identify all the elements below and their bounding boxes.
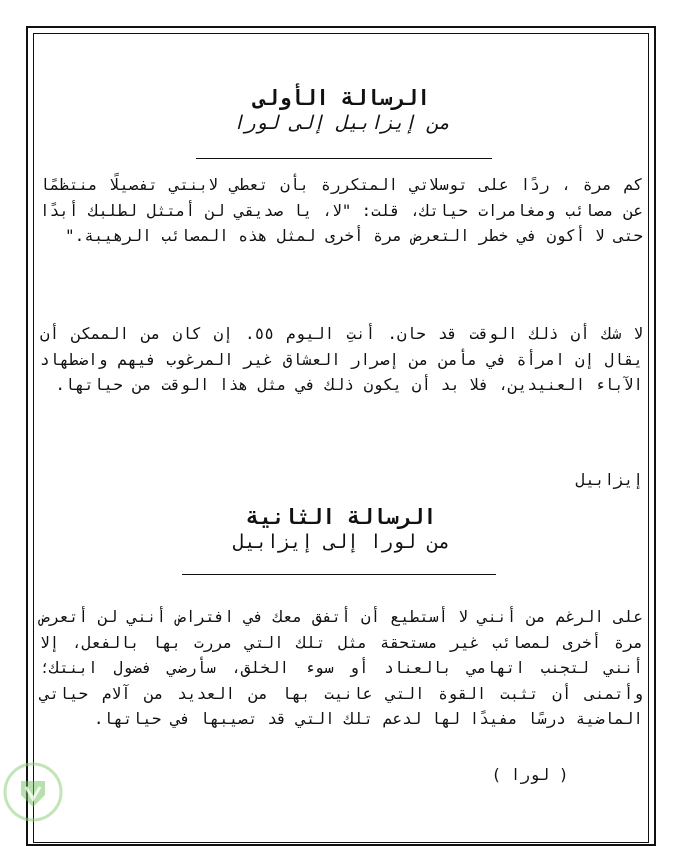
- letter-1-signature: إيزابيل: [575, 470, 643, 489]
- letter-1-signature-row: [40, 467, 643, 492]
- letter-2-body: [40, 604, 643, 732]
- letter-1-title: الرسالة الأولى: [252, 86, 430, 110]
- letter-2-signature-row: [420, 762, 640, 787]
- watermark-logo-icon: [2, 761, 64, 823]
- letter-1-body-2: [40, 321, 643, 398]
- letter-1-divider: [196, 158, 492, 159]
- letter-2-signature: ( لورا ): [491, 765, 569, 784]
- letter-1-body: [40, 172, 643, 249]
- letter-2-divider: [182, 574, 496, 575]
- letter-2-paragraph: على الرغم من أنني لا أستطيع أن أتفق معك في افتراض أنني لن أتعرض مرة أخرى لمصائب غير مستحقة مثل تلك التي مررت بها بالفعل، إلا أنني لتجنب اتهامي بالعناد أو سوء الخلق، سأرضي فضول ابنتك؛ وأتمنى أن تثبت القوة التي عانيت بها من العديد من آلام حياتي الماضية درسًا مفيدًا لها لدعم تلك التي قد تصيبها في حياتها.: [40, 607, 643, 728]
- letter-1-header: [40, 86, 643, 134]
- letter-1-paragraph: كم مرة ، ردًا على توسلاتي المتكررة بأن تعطي لابنتي تفصيلًا منتظمًا عن مصائب ومغامرات حياتك، قلت: "لا، يا صديقي لن أمتثل لطلبك أبدًا حتى لا أكون في خطر التعرض مرة أخرى لمثل هذه المصائب الرهيبة.": [40, 175, 643, 245]
- letter-1-subtitle: من إيزابيل إلى لورا: [232, 112, 451, 134]
- letter-2-title: الرسالة الثانية: [246, 505, 437, 529]
- letter-2-subtitle: من لورا إلى إيزابيل: [232, 531, 451, 553]
- letter-1-paragraph: لا شك أن ذلك الوقت قد حان. أنتِ اليوم ٥٥. إن كان من الممكن أن يقال إن امرأة في مأمن من إصرار العشاق غير المرغوب فيهم واضطهاد الآباء العنيدين، فلا بد أن يكون ذلك في مثل هذا الوقت من حياتها.: [40, 324, 643, 394]
- letter-2-header: [40, 505, 643, 553]
